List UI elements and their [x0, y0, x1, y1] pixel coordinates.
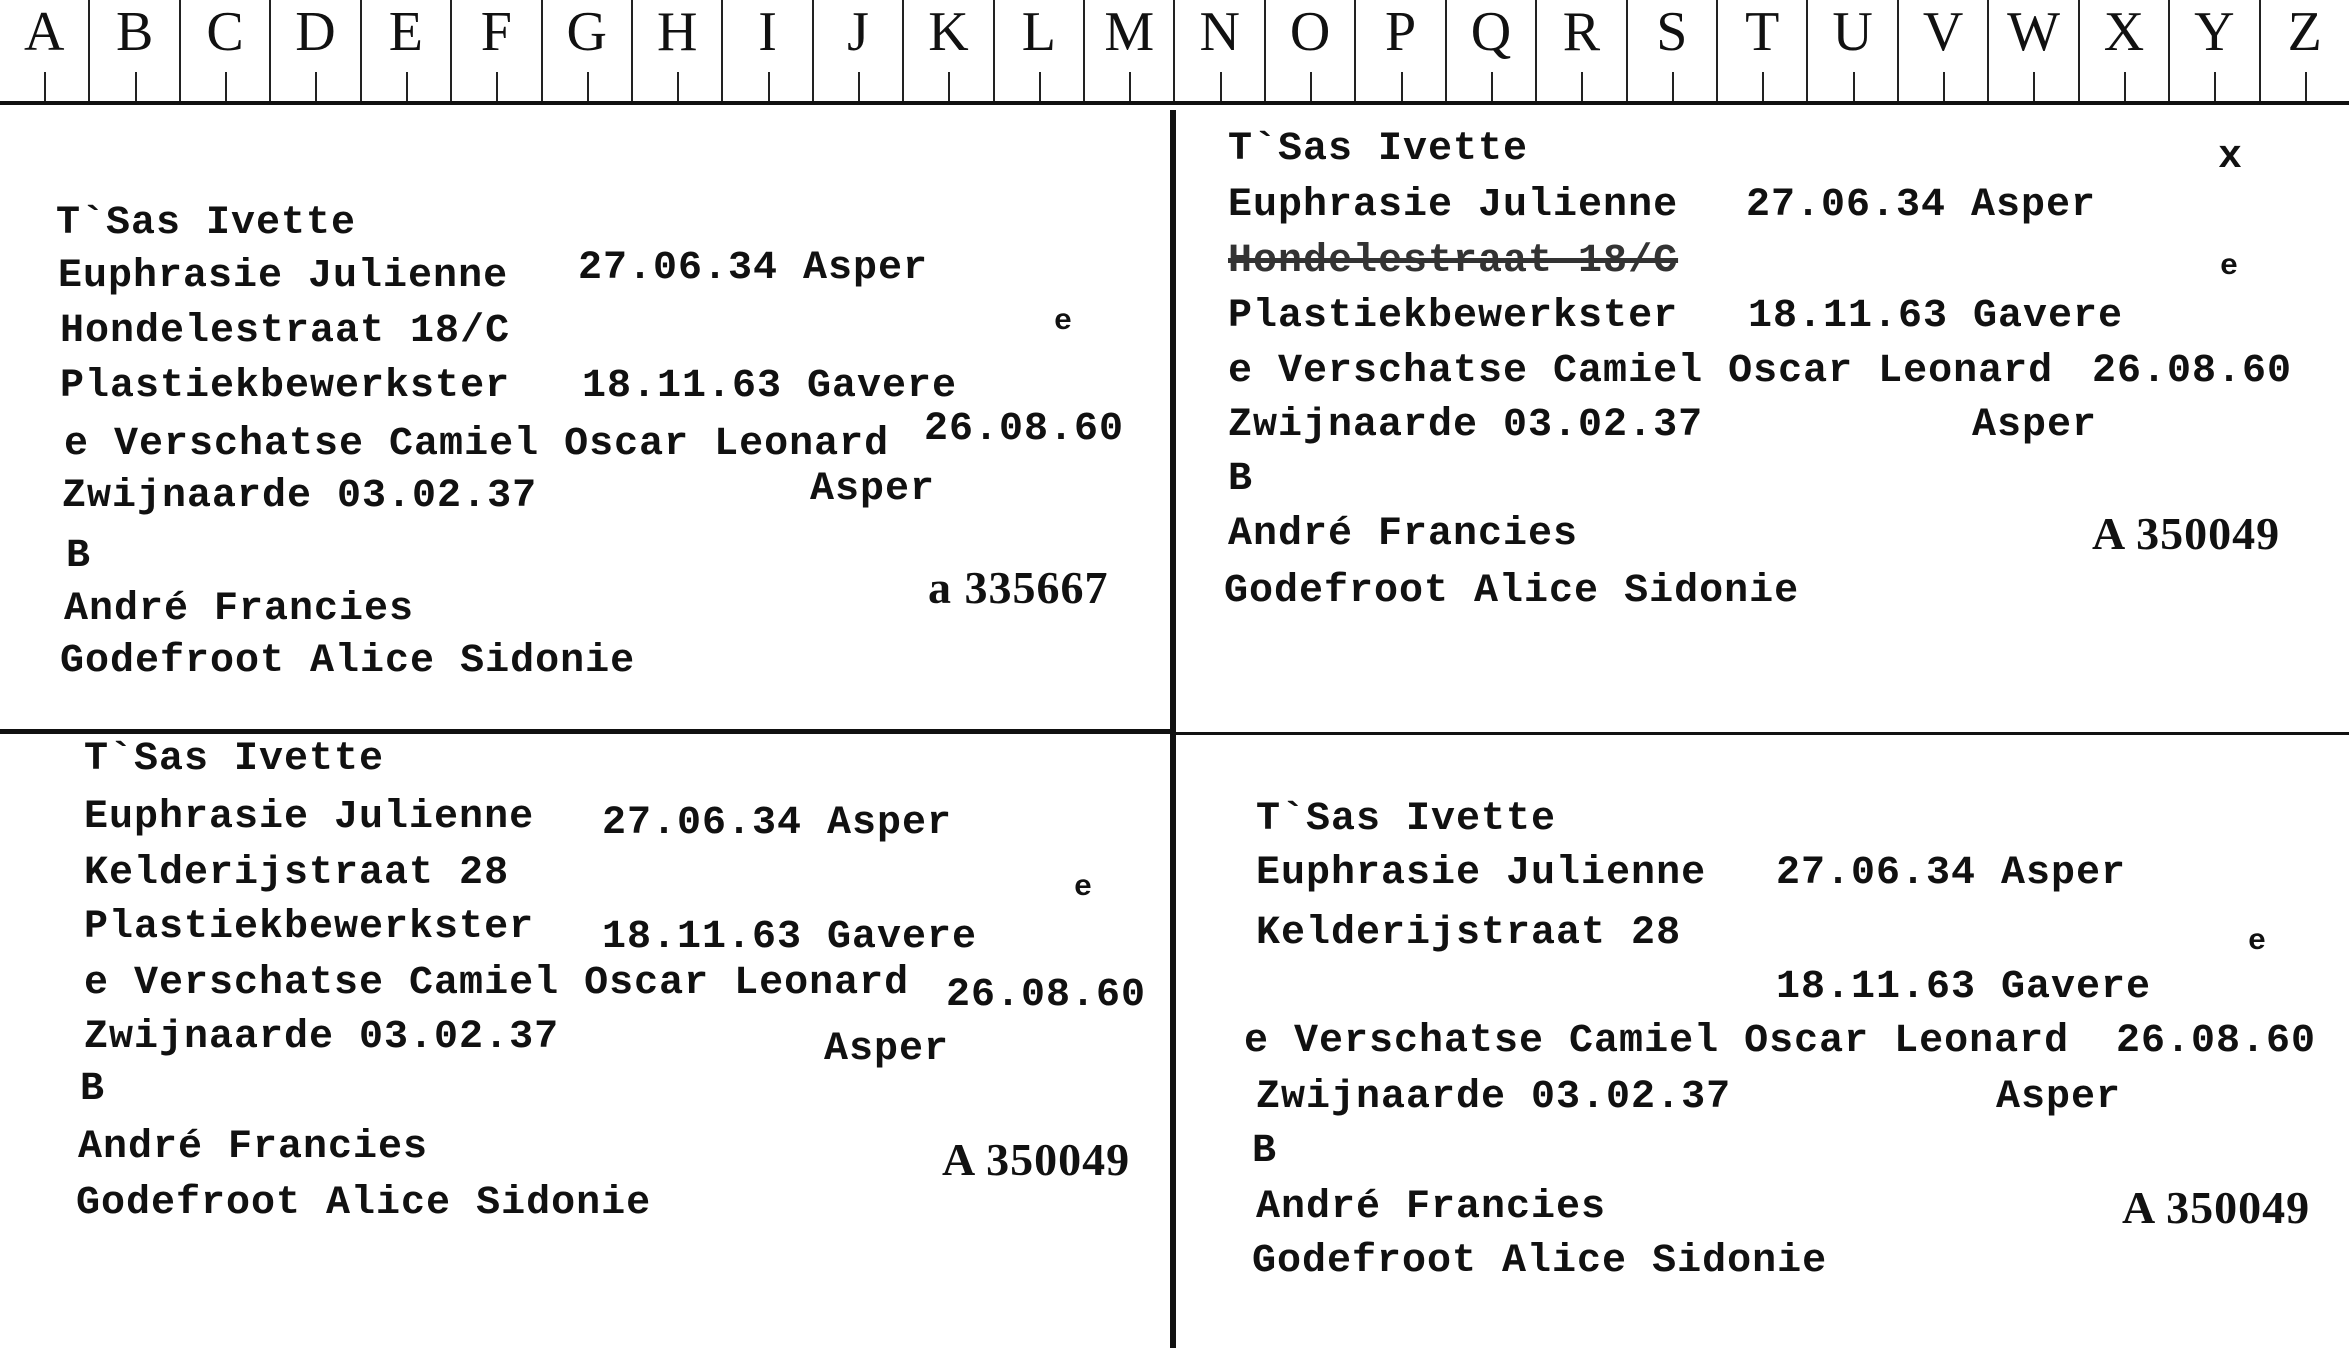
- card-mark: x: [2218, 135, 2244, 180]
- card-sex: e: [1074, 871, 1094, 905]
- card-spouse-place: Asper: [1996, 1075, 2122, 1120]
- header-divider: [0, 101, 2349, 105]
- card-spouse-date: 26.08.60: [2116, 1019, 2317, 1064]
- index-letter: J: [814, 0, 904, 102]
- card-address: Kelderijstraat 28: [1256, 911, 1682, 956]
- card-spouse: e Verschatse Camiel Oscar Leonard: [84, 961, 910, 1006]
- card-marriage: 18.11.63 Gavere: [602, 915, 978, 960]
- card-spouse-birth: Zwijnaarde 03.02.37: [62, 474, 538, 519]
- index-letter: L: [995, 0, 1085, 102]
- card-address-struck: Hondelestraat 18/C: [1228, 239, 1679, 284]
- card-spouse-place: Asper: [810, 467, 936, 512]
- card-spouse-birth: Zwijnaarde 03.02.37: [1256, 1075, 1732, 1120]
- card-mother: Godefroot Alice Sidonie: [76, 1181, 652, 1226]
- index-letter: S: [1628, 0, 1718, 102]
- index-letter: T: [1718, 0, 1808, 102]
- card-register-number: A 350049: [2122, 1182, 2311, 1233]
- card-given-names: Euphrasie Julienne: [58, 254, 509, 299]
- index-letter: V: [1899, 0, 1989, 102]
- index-letter: I: [723, 0, 813, 102]
- card-spouse-place: Asper: [824, 1027, 950, 1072]
- card-name: T`Sas Ivette: [56, 201, 357, 246]
- card-register-number: a 335667: [928, 562, 1109, 613]
- card-status: B: [1228, 457, 1254, 502]
- index-letter: Z: [2261, 0, 2349, 102]
- card-marriage: 18.11.63 Gavere: [1776, 965, 2152, 1010]
- card-birth: 27.06.34 Asper: [1776, 851, 2127, 896]
- card-mother: Godefroot Alice Sidonie: [1224, 569, 1800, 614]
- card-spouse-place: Asper: [1972, 403, 2098, 448]
- card-name: T`Sas Ivette: [84, 737, 385, 782]
- card-spouse-date: 26.08.60: [946, 973, 1147, 1018]
- card-birth: 27.06.34 Asper: [602, 801, 953, 846]
- index-letter: C: [181, 0, 271, 102]
- card-father: André Francies: [1228, 512, 1579, 557]
- index-letter: W: [1989, 0, 2079, 102]
- card-status: B: [1252, 1129, 1278, 1174]
- card-given-names: Euphrasie Julienne: [1256, 851, 1707, 896]
- index-letter: H: [633, 0, 723, 102]
- card-given-names: Euphrasie Julienne: [84, 795, 535, 840]
- card-sex: e: [1054, 305, 1074, 339]
- index-letter: A: [0, 0, 90, 102]
- card-register-number: A 350049: [2092, 508, 2281, 559]
- card-father: André Francies: [1256, 1185, 1607, 1230]
- card-spouse-date: 26.08.60: [924, 407, 1125, 452]
- index-letter: E: [362, 0, 452, 102]
- index-letter: G: [543, 0, 633, 102]
- card-status: B: [66, 534, 92, 579]
- card-mother: Godefroot Alice Sidonie: [1252, 1239, 1828, 1284]
- left-horizontal-divider: [0, 729, 1170, 734]
- card-father: André Francies: [64, 587, 415, 632]
- card-spouse-date: 26.08.60: [2092, 349, 2293, 394]
- card-birth: 27.06.34 Asper: [578, 246, 929, 291]
- index-letter: U: [1808, 0, 1898, 102]
- card-occupation: Plastiekbewerkster: [60, 364, 511, 409]
- card-sex: e: [2248, 925, 2268, 959]
- card-spouse-birth: Zwijnaarde 03.02.37: [84, 1015, 560, 1060]
- card-spouse: e Verschatse Camiel Oscar Leonard: [1228, 349, 2054, 394]
- index-letter: X: [2080, 0, 2170, 102]
- index-letter: O: [1266, 0, 1356, 102]
- vertical-divider: [1170, 110, 1176, 1348]
- card-name: T`Sas Ivette: [1256, 797, 1557, 842]
- card-occupation: Plastiekbewerkster: [84, 905, 535, 950]
- right-horizontal-divider: [1176, 732, 2349, 735]
- card-mother: Godefroot Alice Sidonie: [60, 639, 636, 684]
- card-marriage: 18.11.63 Gavere: [582, 364, 958, 409]
- card-marriage: 18.11.63 Gavere: [1748, 294, 2124, 339]
- index-letter: Y: [2170, 0, 2260, 102]
- card-name: T`Sas Ivette: [1228, 127, 1529, 172]
- index-letter: F: [452, 0, 542, 102]
- card-spouse-birth: Zwijnaarde 03.02.37: [1228, 403, 1704, 448]
- card-birth: 27.06.34 Asper: [1746, 183, 2097, 228]
- index-letter: M: [1085, 0, 1175, 102]
- card-status: B: [80, 1067, 106, 1112]
- index-letter: D: [271, 0, 361, 102]
- index-letter: Q: [1447, 0, 1537, 102]
- index-letter: P: [1356, 0, 1446, 102]
- card-given-names: Euphrasie Julienne: [1228, 183, 1679, 228]
- index-letter: K: [904, 0, 994, 102]
- card-father: André Francies: [78, 1125, 429, 1170]
- index-letter: B: [90, 0, 180, 102]
- alphabet-index-strip: [0, 0, 2349, 102]
- index-letter: N: [1175, 0, 1265, 102]
- card-register-number: A 350049: [942, 1134, 1131, 1185]
- card-sex: e: [2220, 250, 2240, 284]
- card-address: Kelderijstraat 28: [84, 851, 510, 896]
- card-address: Hondelestraat 18/C: [60, 309, 511, 354]
- card-spouse: e Verschatse Camiel Oscar Leonard: [1244, 1019, 2070, 1064]
- card-spouse: e Verschatse Camiel Oscar Leonard: [64, 422, 890, 467]
- index-letter: R: [1537, 0, 1627, 102]
- card-occupation: Plastiekbewerkster: [1228, 294, 1679, 339]
